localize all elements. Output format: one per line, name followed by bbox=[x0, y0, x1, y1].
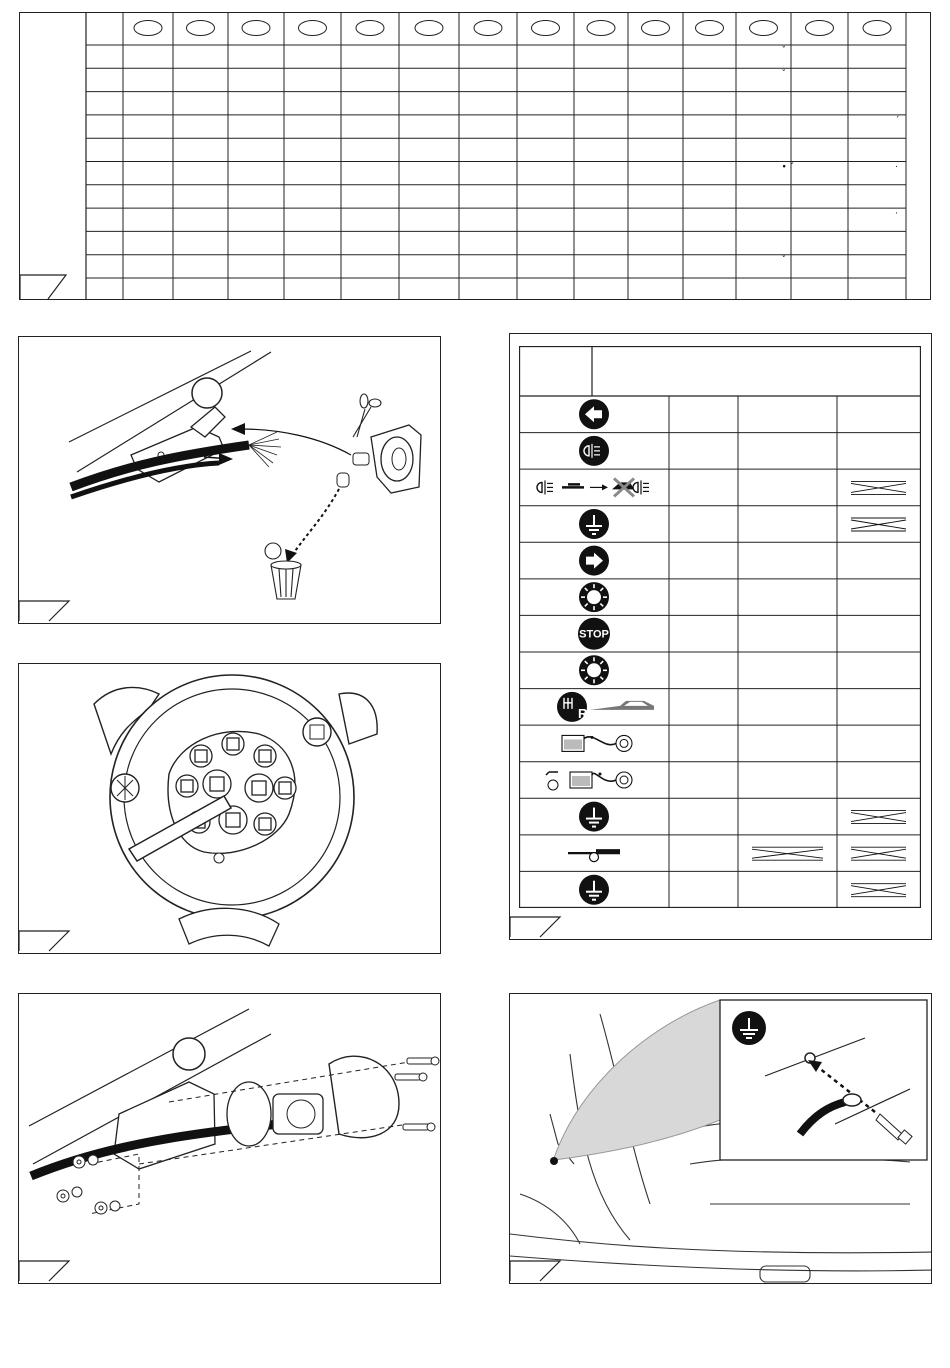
socket-assembly-illustration bbox=[19, 994, 441, 1284]
reverse-light-icon bbox=[557, 692, 654, 722]
pin-assignment-table bbox=[20, 13, 931, 300]
not-connected-cross bbox=[851, 481, 906, 494]
socket-icon bbox=[353, 425, 421, 493]
pin-header-oval bbox=[415, 21, 443, 36]
not-connected-cross bbox=[851, 518, 906, 531]
pin-header-oval bbox=[187, 21, 215, 36]
reverse-label: R bbox=[578, 705, 588, 721]
tail-light-icon bbox=[579, 655, 609, 685]
cell-mark: · bbox=[895, 162, 898, 173]
pin-header-oval bbox=[863, 21, 891, 36]
trash-bin-icon bbox=[265, 543, 301, 599]
screws-icon bbox=[395, 1057, 439, 1131]
pin-header-oval bbox=[806, 21, 834, 36]
left-turn-arrow-icon bbox=[579, 399, 609, 429]
pin-header-oval bbox=[750, 21, 778, 36]
pin-header-oval bbox=[356, 21, 384, 36]
stop-light-icon bbox=[578, 618, 610, 650]
battery-feed-icon bbox=[562, 735, 632, 751]
pin-header-oval bbox=[474, 21, 502, 36]
pin-header-oval bbox=[242, 21, 270, 36]
pin-assignment-table-panel bbox=[19, 12, 931, 300]
not-connected-cross bbox=[851, 847, 906, 860]
pin-header-oval bbox=[587, 21, 615, 36]
step-socket-pins-panel bbox=[18, 663, 441, 954]
cell-mark: ˊ bbox=[895, 115, 900, 126]
stop-label: STOP bbox=[579, 628, 609, 641]
tail-light-icon bbox=[579, 582, 609, 612]
pin-header-oval bbox=[532, 21, 560, 36]
socket-pin-face-illustration bbox=[19, 664, 441, 954]
pin-header-oval bbox=[134, 21, 162, 36]
cell-mark: ˇ bbox=[781, 69, 786, 80]
step-ground-connection-panel bbox=[509, 993, 932, 1284]
pin-header-oval bbox=[642, 21, 670, 36]
cell-mark: • ˇ bbox=[781, 162, 795, 173]
scissors-icon bbox=[353, 394, 381, 437]
step-cut-wires-panel bbox=[18, 336, 441, 624]
ignition-battery-feed-icon bbox=[546, 772, 632, 790]
ground-icon bbox=[579, 875, 609, 905]
clamp-screw-icon bbox=[303, 718, 331, 746]
step-cut-wires-illustration bbox=[19, 337, 441, 624]
ground-symbol-icon bbox=[732, 1011, 766, 1045]
fog-light-disable-icon bbox=[537, 478, 649, 496]
ground-icon bbox=[579, 802, 609, 832]
pin-header-oval bbox=[299, 21, 327, 36]
step-assembly-panel bbox=[18, 993, 441, 1284]
cell-mark: ˇ bbox=[781, 46, 786, 56]
function-legend-table bbox=[519, 346, 921, 908]
right-turn-arrow-icon bbox=[579, 546, 609, 576]
tow-ball-icon bbox=[192, 378, 222, 408]
not-connected-cross bbox=[851, 811, 906, 824]
cell-mark: ˇ bbox=[781, 255, 786, 266]
rear-fog-light-icon bbox=[579, 436, 609, 466]
ground-connection-illustration bbox=[510, 994, 932, 1284]
not-connected-cross bbox=[851, 884, 906, 897]
trailer-sensor-icon bbox=[568, 849, 620, 862]
pin-header-oval bbox=[696, 21, 724, 36]
tow-ball-icon bbox=[173, 1038, 205, 1070]
ground-icon bbox=[579, 509, 609, 539]
not-connected-cross bbox=[752, 847, 823, 860]
cell-mark: · bbox=[895, 209, 898, 220]
